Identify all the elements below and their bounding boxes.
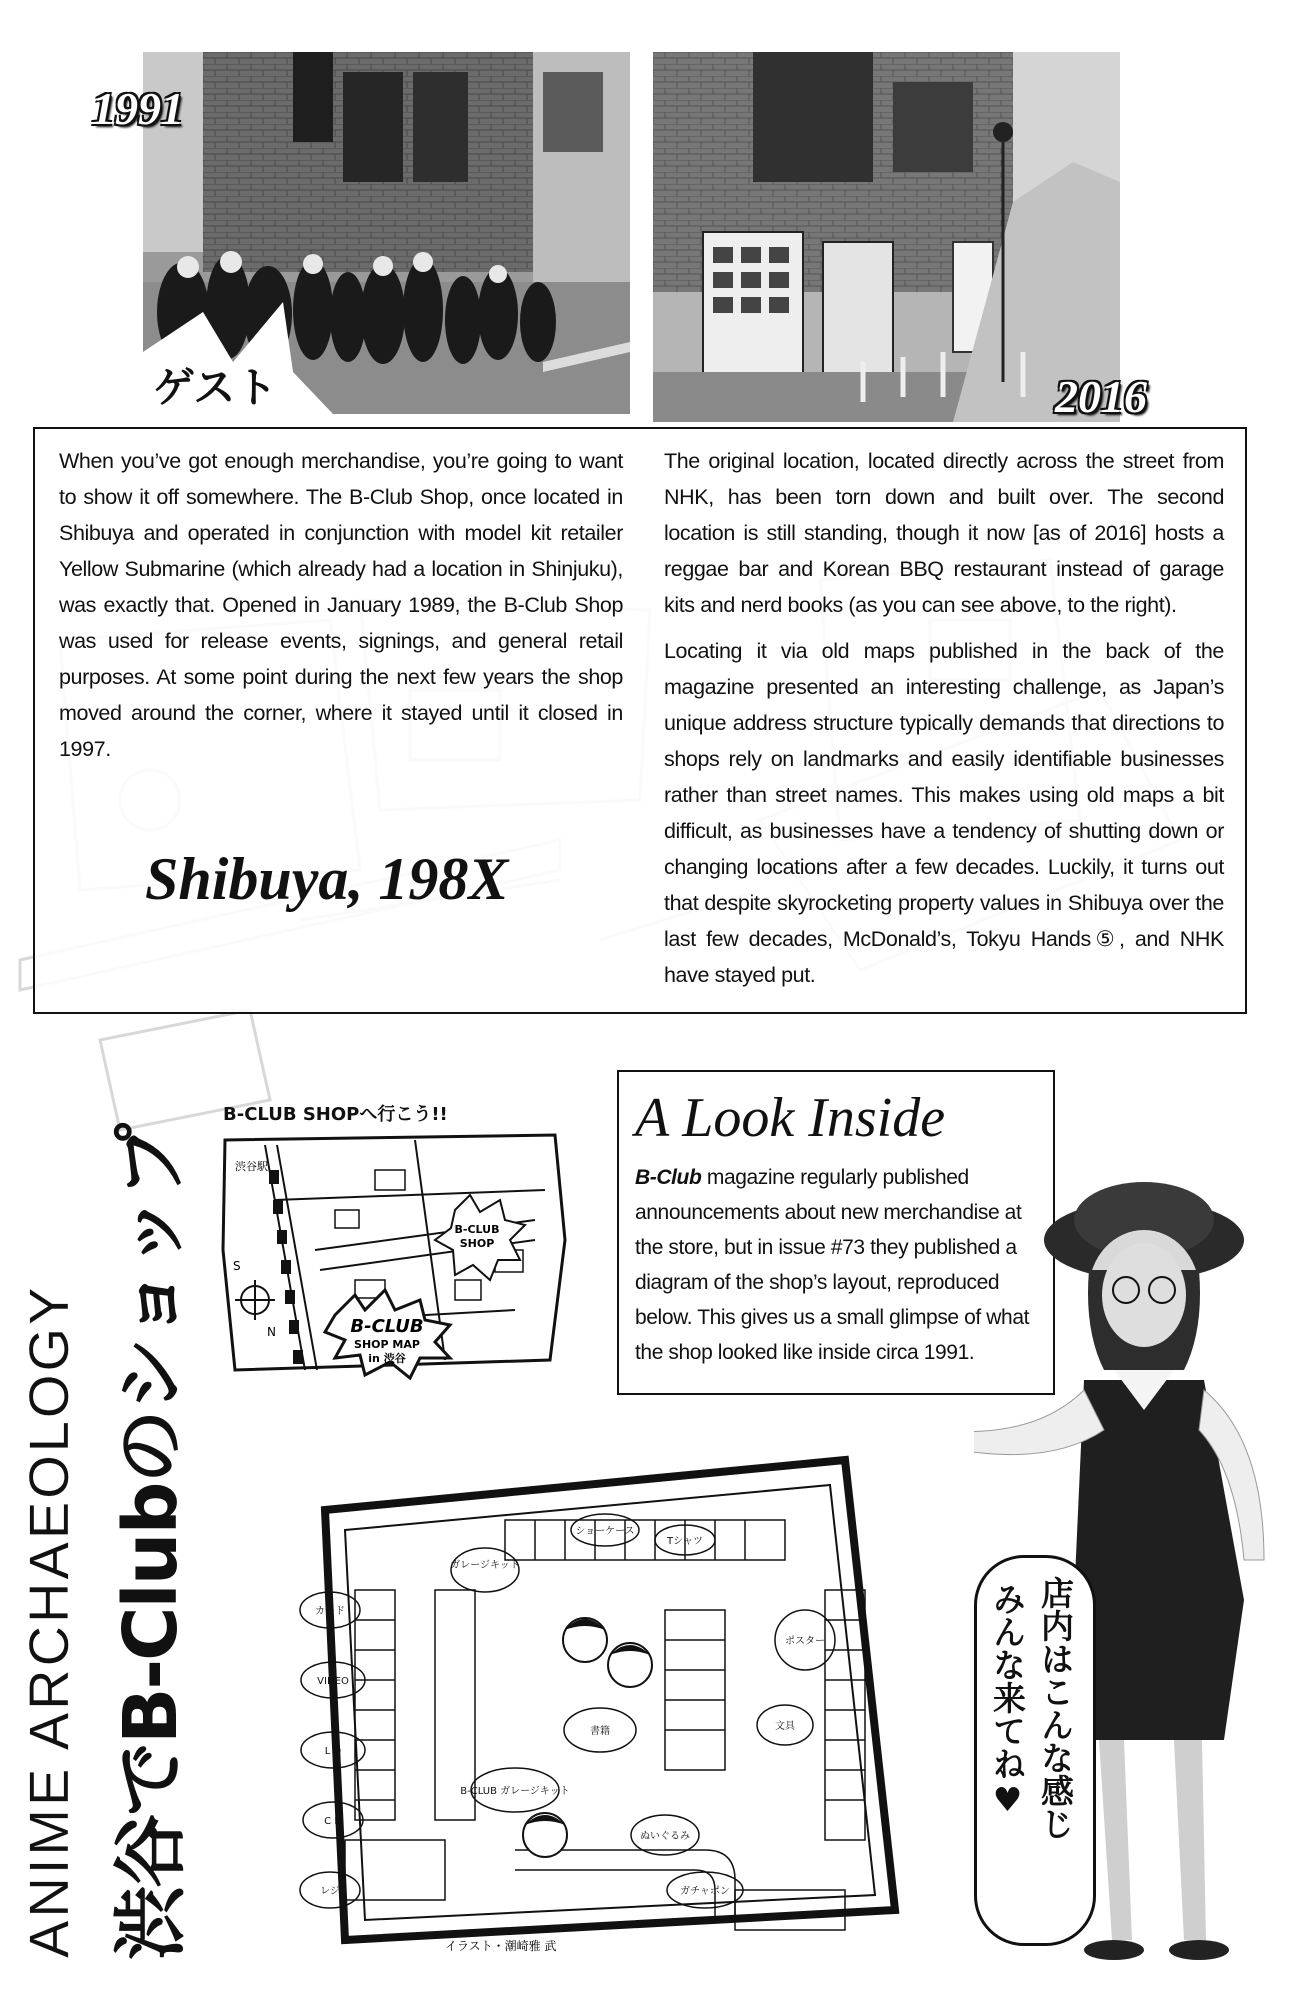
bubble-plush: ぬいぐるみ [640,1831,690,1842]
bubble-ld: L D [324,1746,342,1757]
bubble-bclub-kit: B-CLUB ガレージキット [460,1786,570,1797]
intro-left-paragraph: When you’ve got enough merchandise, you’re going to want to show it off somewhere. The B-Club Shop, once located in Shibuya and operated in conjunction with model kit retailer Yellow Submarine (which already had a location in Shinjuku), was exactly that. Opened in January 1989, the B-Club Shop was used for release events, signings, and general retail purposes. At some point during the next few years the shop moved around the corner, where it stayed until it closed in 1997. [59,449,623,761]
intro-text-box [33,427,1247,1014]
bubble-cd: C D [324,1816,342,1827]
intro-right-column [664,443,1224,1003]
map-burst-title: B-CLUB [350,1316,424,1337]
shibuya-heading: Shibuya, 198X [145,846,509,912]
map-shop-label-2: SHOP [459,1237,495,1250]
intro-left-column [59,443,623,777]
bubble-stationery: 文具 [775,1721,795,1732]
speech-line-1: 店内はこんな感じ [1036,1576,1075,1840]
shop-map [215,1100,575,1400]
sidebar-japanese-title: 渋谷でB-Clubのショップ [108,1125,194,1960]
bubble-gachapon: ガチャポン [680,1886,730,1897]
photo-1991-storefront [143,52,630,414]
bubble-tshirt: Tシャツ [667,1536,703,1547]
speech-bubble [974,1555,1096,1946]
year-label-1991: 1991 [92,83,184,134]
map-burst-in: in 渋谷 [368,1352,406,1365]
map-compass-n: N [267,1325,276,1339]
bubble-books: 書籍 [590,1726,610,1737]
bubble-video: VIDEO [317,1676,349,1687]
intro-right-paragraph-2: Locating it via old maps published in the back of the magazine presented an interesting challenge, as Japan’s unique address structure typically demands that directions to shops rely on landmarks and easily identifiable businesses rather than street names. This makes using old maps a bit difficult, as businesses have a tendency of shutting down or changing locations after a few decades. Luckily, it turns out that despite skyrocketing property values in Shibuya over the last few decades, McDonald’s, Tokyu Hands⑤, and NHK have stayed put. [664,639,1224,987]
magazine-name: B-Club [635,1166,702,1189]
photo-sign-text: ゲスト [153,363,278,412]
bubble-card: カード [315,1606,345,1617]
look-inside-text: magazine regularly published announcements about new merchandise at the store, but in issue #73 they published a diagram of the shop’s layout, reproduced below. This gives us a small glimpse of what the shop looked like inside circa 1991. [635,1166,1030,1364]
look-inside-title: A Look Inside [635,1087,946,1149]
bubble-register: レジ [320,1886,340,1897]
map-heading: B-CLUB SHOPへ行こう!! [223,1104,448,1125]
map-compass-s: S [233,1259,241,1273]
map-shop-label-1: B-CLUB [454,1223,500,1236]
map-station-label: 渋谷駅 [235,1160,268,1173]
floor-plan-credit: イラスト・潮崎雅 武 [445,1939,557,1953]
intro-right-paragraph-1: The original location, located directly across the street from NHK, has been torn down and built over. The second location is still standing, though it now [as of 2016] hosts a reggae bar and Korean BBQ restaurant instead of garage kits and nerd books (as you can see above, to the right). [664,449,1224,617]
photo-2016-storefront [653,52,1120,422]
speech-line-2: みんな来てね♥ [988,1582,1027,1819]
bubble-garage-kit: ガレージキット [450,1560,520,1571]
bubble-showcase: ショーケース [575,1526,635,1537]
bubble-poster: ポスター [785,1636,825,1647]
sidebar-series-title: ANIME ARCHAEOLOGY [17,1284,80,1958]
map-burst-sub: SHOP MAP [354,1338,420,1351]
year-label-2016: 2016 [1055,371,1147,422]
shop-floor-plan [285,1440,925,1960]
